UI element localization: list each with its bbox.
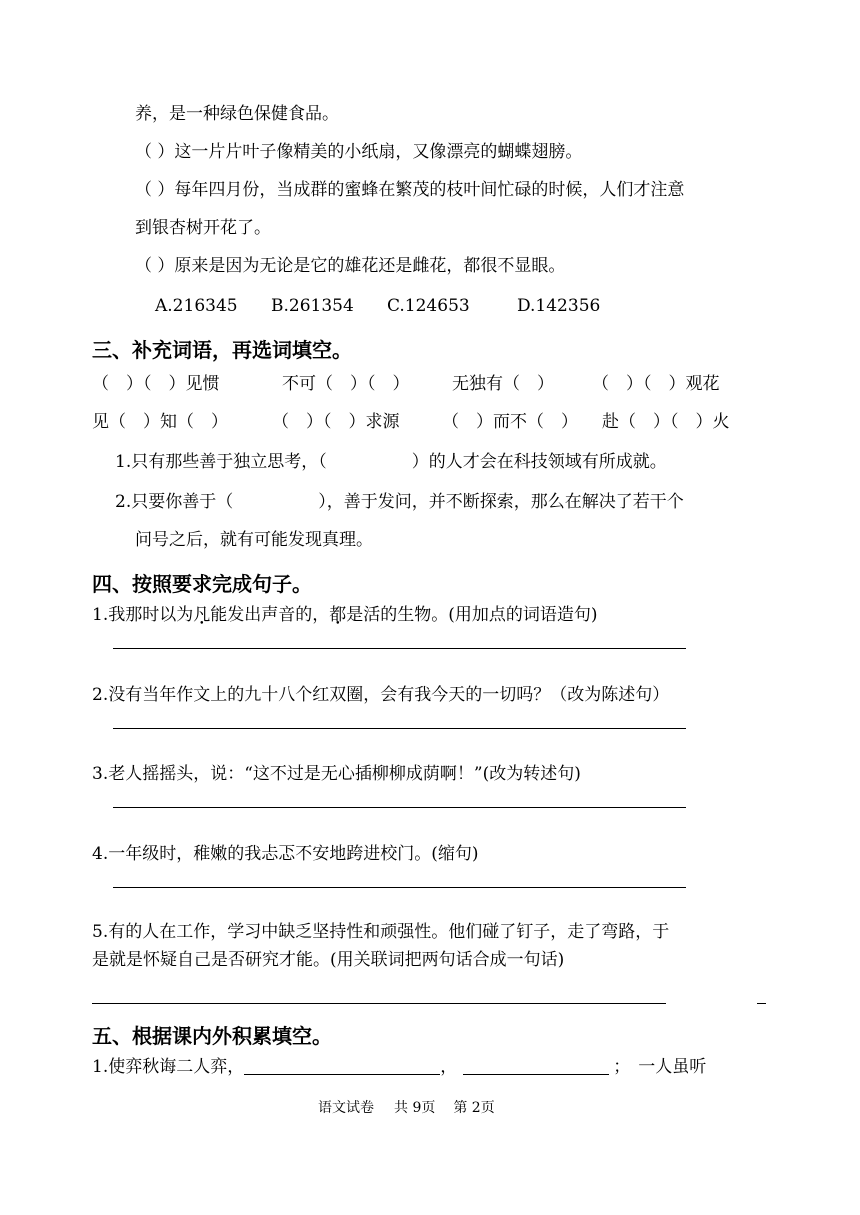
answer-line[interactable] [92,1003,666,1004]
fill-question-1: 1.只有那些善于独立思考，（ ）的人才会在科技领域有所成就。 [115,452,667,472]
answer-line[interactable] [113,648,686,649]
idiom-blank: 不可（ ）（ ） [282,374,410,394]
accumulation-question-1 [92,1055,706,1079]
idiom-blank: （ ）（ ）观花 [592,374,720,394]
sentence-ordering-item: （ ）每年四月份，当成群的蜜蜂在繁茂的枝叶间忙碌的时候，人们才注意 [135,180,685,200]
choice-d: D.142356 [517,296,601,316]
answer-line[interactable] [113,887,686,888]
punctuation: ， [440,1057,458,1077]
fill-question-2: 2.只要你善于（ ），善于发问，并不断探索，那么在解决了若干个 [115,492,684,512]
footer-page-number: 第 2页 [453,1100,495,1116]
section-4-heading: 四、按照要求完成句子。 [92,572,312,596]
emphasis-dot-word: 凡 [193,605,211,625]
idiom-blank: 见（ ）知（ ） [92,412,228,432]
sentence-ordering-item: （ ）这一片片叶子像精美的小纸扇，又像漂亮的蝴蝶翅膀。 [135,142,583,162]
fill-blank[interactable] [244,1056,440,1075]
choice-a: A.216345 [155,296,238,316]
text-line: 到银杏树开花了。 [135,218,271,238]
choice-b: B.261354 [271,296,354,316]
sentence-question-2: 2.没有当年作文上的九十八个红双圈，会有我今天的一切吗？（改为陈述句） [92,685,670,705]
page-footer [318,1097,495,1117]
idiom-blank: （ ）（ ）见惯 [92,374,220,394]
footer-total-pages: 共 9页 [394,1100,436,1116]
answer-line-end [757,1003,766,1004]
fill-blank[interactable] [463,1056,609,1075]
emphasis-dot-word: 都 [329,605,347,625]
q1-text: 是活的生物。(用加点的词语造句) [346,605,598,625]
idiom-row [92,410,730,434]
q1-text: 1.使弈秋诲二人弈， [92,1057,245,1077]
idiom-row [92,372,720,396]
sentence-question-3: 3.老人摇摇头，说：“这不过是无心插柳柳成荫啊！”(改为转述句) [92,764,581,784]
idiom-blank: （ ）而不（ ） [442,412,578,432]
q1-text: 1.我那时以为 [92,605,194,625]
choice-c: C.124653 [387,296,470,316]
answer-line[interactable] [113,807,686,808]
idiom-blank: （ ）（ ）求源 [272,412,400,432]
text-line: 养，是一种绿色保健食品。 [135,104,339,124]
sentence-question-4: 4.一年级时，稚嫩的我忐忑不安地跨进校门。(缩句) [92,844,479,864]
answer-choices [155,294,600,318]
q1-text: 能发出声音的， [210,605,330,625]
sentence-ordering-item: （ ）原来是因为无论是它的雄花还是雌花，都很不显眼。 [135,256,566,276]
sentence-question-5: 5.有的人在工作，学习中缺乏坚持性和顽强性。他们碰了钉子，走了弯路，于 [92,922,670,942]
footer-subject: 语文试卷 [318,1100,374,1116]
section-5-heading: 五、根据课内外积累填空。 [92,1024,332,1048]
sentence-question-1 [92,603,598,627]
section-3-heading: 三、补充词语，再选词填空。 [92,338,352,362]
idiom-blank: 无独有（ ） [452,374,554,394]
idiom-blank: 赴（ ）（ ）火 [602,412,730,432]
sentence-question-5-cont: 是就是怀疑自己是否研究才能。(用关联词把两句话合成一句话) [92,950,565,970]
punctuation: ； [613,1057,631,1077]
answer-line[interactable] [113,728,686,729]
q1-text: 一人虽听 [638,1057,707,1077]
fill-question-2-cont: 问号之后，就有可能发现真理。 [135,530,373,550]
